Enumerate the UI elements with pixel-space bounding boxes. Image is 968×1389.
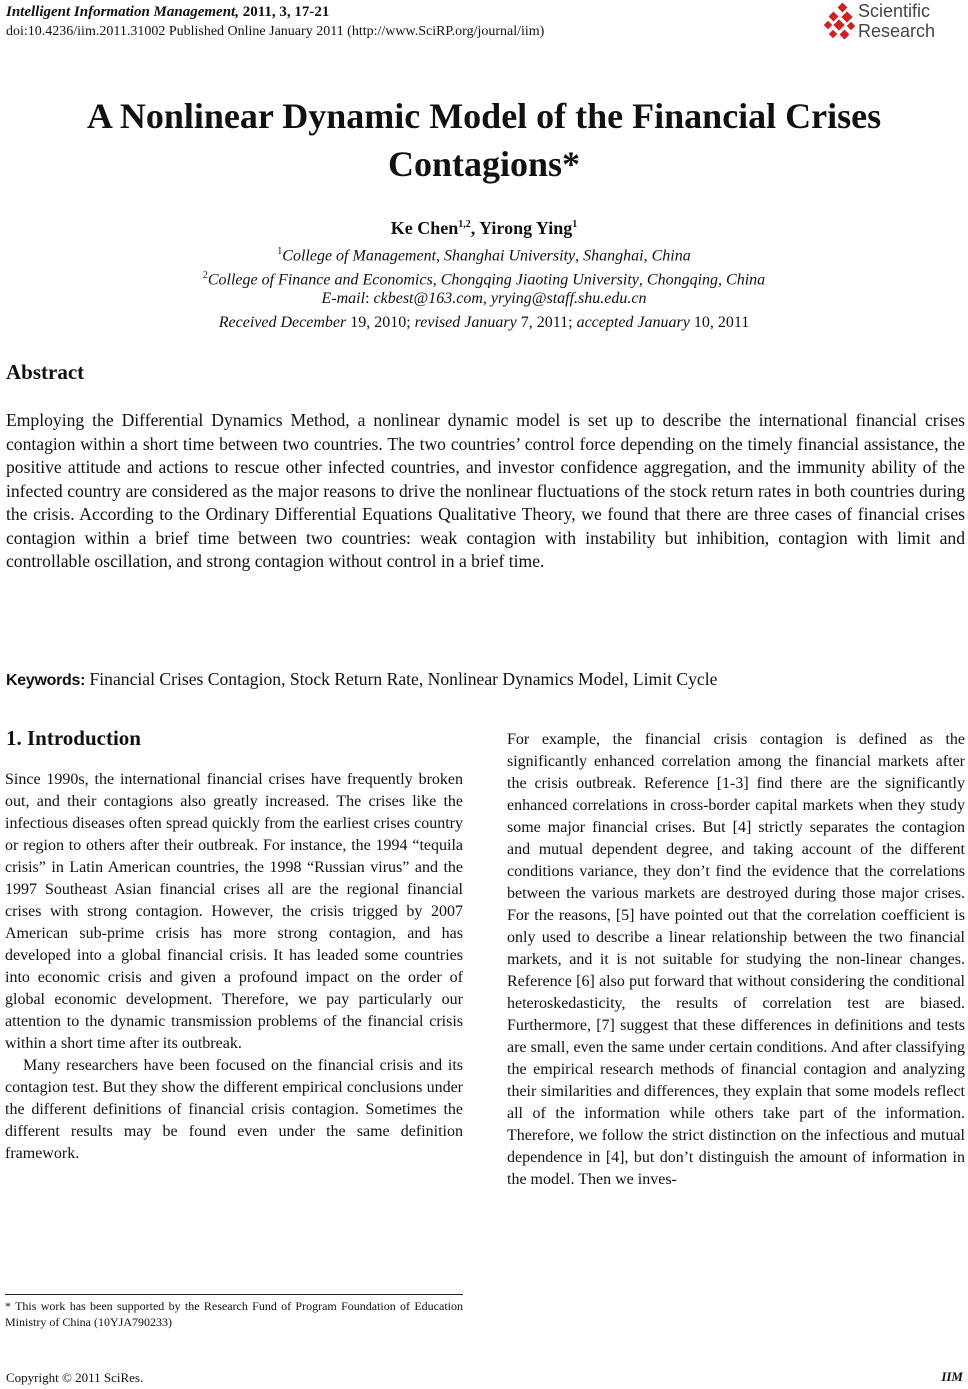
affiliation-2-univ: Chongqing Jiaoting University: [440, 271, 639, 289]
journal-abbreviation: IIM: [941, 1369, 963, 1384]
revised-date: 7, 2011;: [516, 314, 577, 331]
affiliation-1-country: China: [651, 247, 691, 265]
keywords-label: Keywords:: [6, 672, 86, 689]
abstract-heading: Abstract: [6, 360, 85, 384]
affiliation-2: $^2$College of Finance and Economics, Chongqing Jiaoting University, Chongqing, China: [202, 270, 766, 289]
doi-line: doi:10.4236/iim.2011.31002 Published Online January 2011 (http://www.SciRP.org/journal/iim): [6, 24, 545, 39]
footnote-rule: [5, 1294, 463, 1295]
email-line: E-mail: ckbest@163.com, yrying@staff.shu.edu.cn: [321, 290, 647, 307]
email-label: E-mail: [321, 290, 366, 307]
title-line-1: A Nonlinear Dynamic Model of the Financial Crises: [86, 96, 882, 136]
affiliation-1-city: Shanghai: [583, 247, 644, 265]
affiliation-1: $^1$College of Management, Shanghai University, Shanghai, China: [277, 246, 691, 265]
email-2[interactable]: yrying@staff.shu.edu.cn: [490, 290, 647, 307]
copyright-footer: Copyright © 2011 SciRes.: [6, 1370, 144, 1385]
footnote: * This work has been supported by the Research Fund of Program Foundation of Education Ministry of China (10YJA790233): [5, 1299, 463, 1329]
author-2: Yirong Ying: [479, 218, 573, 238]
running-header: [6, 3, 746, 41]
author-list: [0, 218, 968, 239]
received-date: 19, 2010;: [346, 314, 415, 331]
abstract-text: Employing the Differential Dynamics Method, a nonlinear dynamic model is set up to describe the international financial crises contagion within a short time between two countries. The two countries’ control force depending on the timely financial assistance, the positive attitude and actions to rescue other infected countries, and investor confidence aggregation, and the immunity ability of the infected country are considered as the major reasons to drive the nonlinear fluctuations of the stock return rates in both countries during the crisis. According to the Ordinary Differential Equations Qualitative Theory, we found that there are three cases of financial crises contagion within a brief time between two countries: weak contagion with instability but inhibition, contagion with limit and controllable oscillation, and strong contagion without control in a brief time.: [6, 410, 965, 571]
author-1: Ke Chen: [390, 218, 459, 238]
journal-name: Intelligent Information Management,: [6, 4, 239, 20]
publisher-logo: [824, 1, 964, 45]
right-column: [507, 729, 965, 1191]
received-label: Received December: [218, 314, 347, 331]
author-1-affil: 1,2: [458, 219, 471, 230]
scirp-logo-icon: [824, 3, 858, 43]
affiliation-1-dept: College of Management: [282, 247, 437, 265]
affiliation-2-mark: 2: [202, 270, 208, 281]
affiliation-1-mark: 1: [277, 246, 283, 257]
affiliation-2-city: Chongqing: [646, 271, 719, 289]
left-column: [5, 769, 463, 1165]
intro-paragraph-2: Many researchers have been focused on the financial crisis and its contagion test. But they show the different empirical conclusions under the different definitions of financial crisis contagion. Sometimes the different results may be found even under the same definition framework.: [5, 1057, 463, 1162]
affiliation-2-dept: College of Finance and Economics: [207, 271, 433, 289]
author-2-affil: 1: [572, 219, 578, 230]
logo-line-2: Research: [858, 21, 936, 41]
affiliation-1-univ: Shanghai University: [444, 247, 576, 265]
keywords: [6, 667, 965, 693]
introduction-heading: 1. Introduction: [6, 726, 141, 750]
journal-citation: [6, 3, 746, 22]
author-separator: ,: [470, 218, 480, 238]
keywords-text: Financial Crises Contagion, Stock Return Rate, Nonlinear Dynamics Model, Limit Cycle: [85, 669, 718, 689]
intro-paragraph-3: For example, the financial crisis contagion is defined as the significantly enhanced correlation among the financial markets after the crisis outbreak. Reference [1-3] find there are the significantly enhanced correlations in cross-border capital markets when they study some major financial crises. But [4] strictly separates the contagion and mutual dependent degree, and taking account of the different conditions variance, they don’t find the evidence that the correlations between the various markets are destroyed during those major crises. For the reasons, [5] have pointed out that the correlation coefficient is only used to describe a linear relationship between the two financial markets, and it is not suitable for studying the non-linear changes. Reference [6] also put forward that without considering the conditional heteroskedasticity, the results of correlation test are biased. Furthermore, [7] suggest that these differences in definitions and tests are small, even the same under certain conditions. And after classifying the empirical research methods of financial contagion and analyzing their similarities and differences, they explain that some models reflect all of the information while others take part of the information. Therefore, we follow the strict distinction on the infectious and mutual dependence in [4], but don’t distinguish the amount of information in the model. Then we inves-: [507, 731, 965, 1188]
accepted-date: 10, 2011: [689, 314, 750, 331]
paper-title: [0, 92, 968, 188]
accepted-label: accepted January: [576, 314, 690, 331]
logo-wordmark: [858, 1, 935, 41]
revised-label: revised January: [414, 314, 517, 331]
email-1[interactable]: ckbest@163.com: [373, 290, 483, 307]
logo-line-1: Scientific: [858, 1, 931, 21]
intro-paragraph-1: Since 1990s, the international financial crises have frequently broken out, and their contagions also greatly increased. The crises like the infectious diseases often spread quickly from the earliest crises country or region to others after their outbreak. For instance, the 1994 “tequila crisis” in Latin American countries, the 1998 “Russian virus” and the 1997 Southeast Asian financial crises all are the regional financial crises with strong contagion. However, the crisis trigged by 2007 American sub-prime crisis has more strong contagion, and has developed into a global financial crisis. It has leaded some countries into economic crisis and given a profound impact on the order of global economic development. Therefore, we pay particularly our attention to the dynamic transmission problems of the financial crisis within a short time after its outbreak.: [5, 771, 463, 1052]
title-line-2: Contagions*: [387, 144, 581, 184]
dates-line: [0, 313, 968, 333]
journal-volume: 2011, 3, 17-21: [238, 4, 330, 20]
affiliation-2-country: China: [726, 271, 766, 289]
